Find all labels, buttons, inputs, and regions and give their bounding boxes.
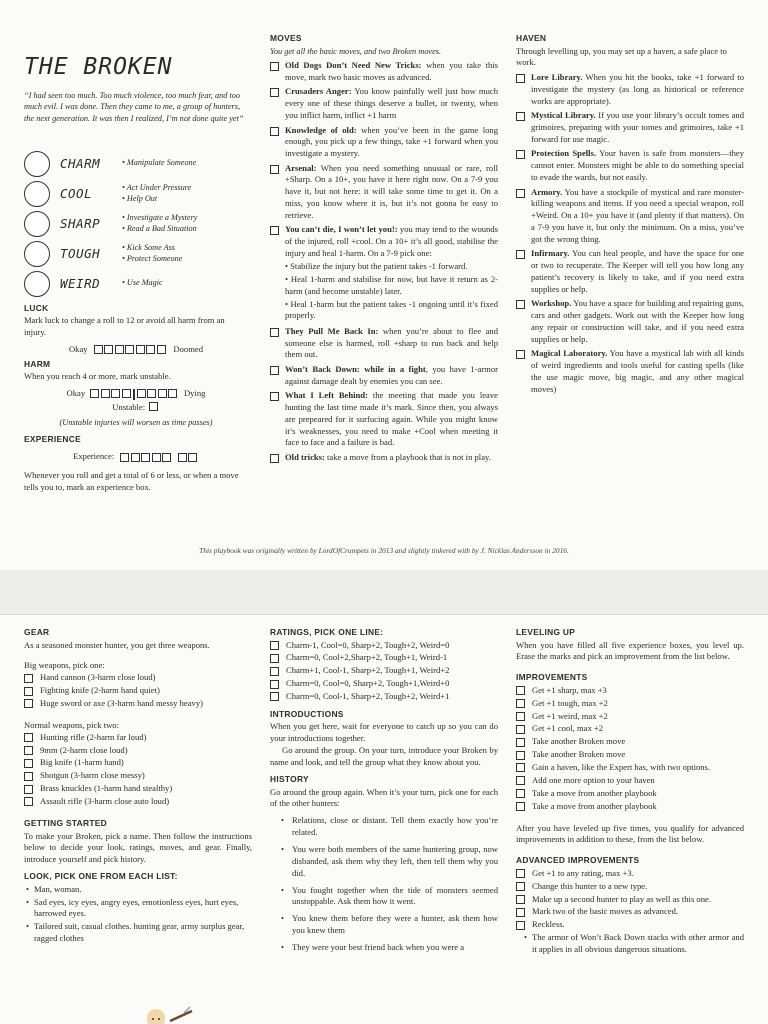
advanced-sub-option: • The armor of Won’t Back Down stacks with other armor and it applies in all obvious dangerous situations. <box>532 932 744 956</box>
move-item <box>270 452 498 464</box>
haven-checkbox[interactable] <box>516 112 525 121</box>
look-option: • Man, woman. <box>34 884 252 896</box>
rating-row-charm <box>24 149 248 179</box>
haven-checkbox[interactable] <box>516 300 525 309</box>
rating-move: • Protect Someone <box>122 253 183 263</box>
advanced-option <box>516 881 744 893</box>
rating-move: • Investigate a Mystery <box>122 213 198 223</box>
improvement-checkbox[interactable] <box>516 686 525 695</box>
gear-checkbox[interactable] <box>24 797 33 806</box>
haven-option-title: Armory. <box>531 186 563 197</box>
experience-box[interactable] <box>131 453 140 462</box>
improvements-heading: IMPROVEMENTS <box>516 672 588 683</box>
improvement-checkbox[interactable] <box>516 763 525 772</box>
advanced-checkbox[interactable] <box>516 882 525 891</box>
rating-line-label: Charm+1, Cool-1, Sharp+2, Tough+1, Weird+2 <box>286 665 450 676</box>
harm-box[interactable] <box>147 389 156 398</box>
luck-track <box>24 344 248 356</box>
haven-option-text: You can heal people, and have the space for one or two to recuperate. The Keeper will tell you how long any patient’s recovery is likely to take, and if you need extra supplies or help. <box>531 248 744 294</box>
move-title: Old Dogs Don’t Need New Tricks: <box>285 60 422 71</box>
luck-box[interactable] <box>125 345 134 354</box>
rating-row-weird <box>24 269 248 299</box>
improvement-option <box>516 723 744 735</box>
rating-row-tough <box>24 239 248 269</box>
luck-box[interactable] <box>104 345 113 354</box>
normal-weapons-label: Normal weapons, pick two: <box>24 719 119 730</box>
rating-line <box>270 691 498 703</box>
move-checkbox[interactable] <box>270 88 279 97</box>
history-list <box>270 815 498 954</box>
advanced-sub-list <box>516 932 744 956</box>
advanced-label: Mark two of the basic moves as advanced. <box>532 906 679 917</box>
improvement-checkbox[interactable] <box>516 789 525 798</box>
rating-line-label: Charm=0, Cool-1, Sharp+2, Tough+2, Weird+1 <box>286 691 450 702</box>
moves-heading: MOVES <box>270 33 302 43</box>
look-option: • Sad eyes, icy eyes, angry eyes, emotionless eyes, hurt eyes, harrowed eyes. <box>34 897 252 921</box>
advanced-option <box>516 868 744 880</box>
haven-option-text: You have a stockpile of mystical and rare monster-killing weapons and items. If you need a special weapon, roll +Weird. On a 10+ you have it (and plenty if that matters). On a 7-9 you have it, but only the minimum. On a miss, you’ve got the wrong thing. <box>531 186 744 244</box>
move-title: Knowledge of old: <box>285 124 357 135</box>
haven-checkbox[interactable] <box>516 74 525 83</box>
experience-text: Whenever you roll and get a total of 6 or less, or when a move tells you to, mark an experience box. <box>24 469 239 492</box>
history-option: • You fought together when the tide of monsters seemed unstoppable. Ask them how it went. <box>292 885 498 909</box>
rating-line-label: Charm-1, Cool=0, Sharp+2, Tough+2, Weird=0 <box>286 639 450 650</box>
move-checkbox[interactable] <box>270 226 279 235</box>
improvement-label: Get +1 tough, max +2 <box>532 697 608 708</box>
gear-option <box>24 770 252 782</box>
improvement-option <box>516 698 744 710</box>
advanced-option <box>516 906 744 918</box>
haven-option <box>516 298 744 345</box>
left-column <box>24 52 248 494</box>
rating-line-checkbox[interactable] <box>270 692 279 701</box>
gear-checkbox[interactable] <box>24 699 33 708</box>
move-text: when you’ve been in the game long enough, you pick up a few things, take +1 forward when you investigate a mystery. <box>285 124 498 159</box>
introductions-text-2: Go around the group. On your turn, introduce your Broken by name and look, and tell the group what they know about you. <box>270 745 498 768</box>
rating-circle-cool[interactable] <box>24 181 50 207</box>
advanced-label: Make up a second hunter to play as well as this one. <box>532 893 711 904</box>
experience-box[interactable] <box>162 453 171 462</box>
improvement-label: Gain a haven, like the Expert has, with two options. <box>532 762 711 773</box>
advanced-heading: ADVANCED IMPROVEMENTS <box>516 855 640 866</box>
move-text: when you’re about to flee and someone else is harmed, roll +sharp to run back and help them out. <box>285 325 498 360</box>
harm-box[interactable] <box>137 389 146 398</box>
gear-option-label: Big knife (1-harm hand) <box>40 757 124 768</box>
rating-name: TOUGH <box>60 245 101 261</box>
move-item <box>270 364 498 388</box>
moves-intro: You get all the basic moves, and two Broken moves. <box>270 46 442 56</box>
rating-circle-charm[interactable] <box>24 151 50 177</box>
improvement-label: Take another Broken move <box>532 749 626 760</box>
improvement-option <box>516 762 744 774</box>
move-sub-option: • Stabilize the injury but the patient takes -1 forward. <box>285 260 468 271</box>
rating-circle-weird[interactable] <box>24 271 50 297</box>
harm-divider <box>133 389 135 400</box>
experience-heading: EXPERIENCE <box>24 433 81 444</box>
rating-line <box>270 652 498 664</box>
ratings-heading: RATINGS, PICK ONE LINE: <box>270 627 384 637</box>
improvement-option <box>516 736 744 748</box>
rating-name: CHARM <box>60 155 101 171</box>
gear-option <box>24 757 252 769</box>
haven-option-title: Infirmary. <box>531 248 570 259</box>
improvement-checkbox[interactable] <box>516 776 525 785</box>
gear-option <box>24 672 252 684</box>
gear-option <box>24 745 252 757</box>
moves-column <box>270 33 498 466</box>
move-checkbox[interactable] <box>270 165 279 174</box>
gear-option-label: Huge sword or axe (3-harm hand messy heavy) <box>40 698 203 709</box>
haven-option-text: If you use your library’s occult tomes and grimoires, preparing with your tomes and grimoires, take +1 forward for use magic. <box>531 110 744 145</box>
haven-option-title: Protection Spells. <box>531 148 597 159</box>
haven-option <box>516 348 744 395</box>
experience-box[interactable] <box>178 453 187 462</box>
harm-box[interactable] <box>158 389 167 398</box>
rating-move: • Read a Bad Situation <box>122 223 197 233</box>
look-heading: LOOK, PICK ONE FROM EACH LIST: <box>24 871 178 882</box>
haven-option-title: Lore Library. <box>531 72 583 83</box>
rating-line-checkbox[interactable] <box>270 680 279 689</box>
rating-line <box>270 678 498 690</box>
broken-hunter-illustration <box>132 997 202 1024</box>
gear-column <box>24 627 252 1024</box>
move-title: You can’t die, I won’t let you!: <box>285 224 398 235</box>
harm-box[interactable] <box>90 389 99 398</box>
improvement-option <box>516 685 744 697</box>
experience-box[interactable] <box>141 453 150 462</box>
experience-box[interactable] <box>188 453 197 462</box>
rating-line-label: Charm=0, Cool+2,Sharp+2, Tough+1, Weird-1 <box>286 652 448 663</box>
haven-option-text: When you hit the books, take +1 forward to investigate the mystery (as long as historical or reference works are appropriate). <box>531 72 744 107</box>
harm-box[interactable] <box>122 389 131 398</box>
playbook-page-2 <box>0 614 768 1024</box>
move-item <box>270 86 498 122</box>
harm-track <box>24 388 248 400</box>
haven-heading: HAVEN <box>516 33 547 43</box>
history-intro: Go around the group again. When it’s your turn, pick one for each of the other hunters: <box>270 786 498 809</box>
move-checkbox[interactable] <box>270 392 279 401</box>
history-heading: HISTORY <box>270 773 309 784</box>
rating-name: WEIRD <box>60 275 101 291</box>
gear-checkbox[interactable] <box>24 785 33 794</box>
luck-box[interactable] <box>115 345 124 354</box>
unstable-row <box>24 402 248 414</box>
harm-dying-label: Dying <box>183 388 206 399</box>
move-item <box>270 326 498 362</box>
rating-move: • Help Out <box>122 193 158 203</box>
move-item <box>270 163 498 222</box>
haven-option <box>516 187 744 246</box>
advanced-label: Get +1 to any rating, max +3. <box>532 867 634 878</box>
gear-option <box>24 783 252 795</box>
advancement-column <box>516 627 744 1024</box>
move-item <box>270 224 498 323</box>
move-text: , you have 1-armor against damage dealt by enemies you can see. <box>285 363 498 386</box>
move-text: when you take this move, mark two basic moves as advanced. <box>285 60 498 83</box>
rating-line <box>270 665 498 677</box>
rating-row-cool <box>24 179 248 209</box>
history-option: • Relations, close or distant. Tell them exactly how you’re related. <box>292 815 498 839</box>
gear-option-label: Assault rifle (3-harm close auto loud) <box>40 796 170 807</box>
introductions-heading: INTRODUCTIONS <box>270 708 344 719</box>
move-item <box>270 390 498 449</box>
harm-box[interactable] <box>101 389 110 398</box>
gear-option <box>24 732 252 744</box>
gear-option <box>24 796 252 808</box>
rating-circle-sharp[interactable] <box>24 211 50 237</box>
rating-move: • Use Magic <box>122 278 163 288</box>
move-checkbox[interactable] <box>270 127 279 136</box>
gear-option-label: Brass knuckles (1-harm hand stealthy) <box>40 783 173 794</box>
unstable-label: Unstable: <box>112 402 146 413</box>
improvement-label: Get +1 cool, max +2 <box>532 723 604 734</box>
rating-name: SHARP <box>60 215 101 231</box>
move-title: What I Left Behind: <box>285 390 368 401</box>
improvement-option <box>516 711 744 723</box>
harm-text: When you reach 4 or more, mark unstable. <box>24 371 171 382</box>
getting-started-text: To make your Broken, pick a name. Then follow the instructions below to decide your look, ratings, moves, and gear. Finally, introduce yourself and pick history. <box>24 830 252 865</box>
move-title: Old tricks: <box>285 451 325 462</box>
move-text: You know painfully well just how much every one of these things deserve a bullet, or twenty, when you inflict harm, inflict +1 harm <box>285 86 498 121</box>
gear-checkbox[interactable] <box>24 733 33 742</box>
big-weapons-label: Big weapons, pick one: <box>24 660 105 671</box>
gear-option <box>24 698 252 710</box>
history-option: • They were your best friend back when you were a <box>292 942 498 954</box>
harm-heading: HARM <box>24 358 51 369</box>
gear-option-label: Hand cannon (3-harm close loud) <box>40 672 156 683</box>
move-checkbox[interactable] <box>270 328 279 337</box>
unstable-box[interactable] <box>149 402 158 411</box>
move-checkbox[interactable] <box>270 366 279 375</box>
improvement-option <box>516 801 744 813</box>
harm-box[interactable] <box>168 389 177 398</box>
gear-checkbox[interactable] <box>24 687 33 696</box>
leveling-heading: LEVELING UP <box>516 627 576 637</box>
improvement-option <box>516 749 744 761</box>
improvement-label: Take another Broken move <box>532 736 626 747</box>
look-option: • Tailored suit, casual clothes. hunting gear, army surplus gear, ragged clothes <box>34 921 252 945</box>
haven-checkbox[interactable] <box>516 350 525 359</box>
experience-box[interactable] <box>152 453 161 462</box>
experience-box[interactable] <box>120 453 129 462</box>
improvement-label: Add one more option to your haven <box>532 774 655 785</box>
advanced-checkbox[interactable] <box>516 869 525 878</box>
improvement-option <box>516 775 744 787</box>
luck-okay-label: Okay <box>68 343 88 354</box>
improvement-checkbox[interactable] <box>516 751 525 760</box>
introductions-text-1: When you get here, wait for everyone to catch up so you can do your introductions together. <box>270 721 498 744</box>
luck-box[interactable] <box>146 345 155 354</box>
improvement-label: Take a move from another playbook <box>532 787 657 798</box>
haven-option-text: Your haven is safe from monsters—they cannot enter. Monsters might be able to do something special to evade the wards, but not easily. <box>531 148 744 183</box>
history-option: • You knew them before they were a hunter, ask them how you knew them <box>292 913 498 937</box>
haven-option <box>516 72 744 108</box>
rating-move: • Kick Some Ass <box>122 243 175 253</box>
improvement-checkbox[interactable] <box>516 725 525 734</box>
haven-option-title: Workshop. <box>531 298 572 309</box>
move-text: you may tend to the wounds of the injured, roll +cool. On a 10+ it’s all good, stabilise the injury and heal 1-harm. On a 7-9 pick one: <box>285 224 498 259</box>
move-text: take a move from a playbook that is not in play. <box>324 451 491 462</box>
improvement-label: Take a move from another playbook <box>532 800 657 811</box>
luck-box[interactable] <box>157 345 166 354</box>
haven-checkbox[interactable] <box>516 250 525 259</box>
luck-heading: LUCK <box>24 302 49 313</box>
gear-heading: GEAR <box>24 627 50 637</box>
luck-doomed-label: Doomed <box>173 343 204 354</box>
advanced-checkbox[interactable] <box>516 908 525 917</box>
haven-intro: Through levelling up, you may set up a haven, a safe place to work. <box>516 45 727 68</box>
advanced-checkbox[interactable] <box>516 921 525 930</box>
ratings-column <box>270 627 498 1024</box>
improvement-label: Get +1 sharp, max +3 <box>532 684 607 695</box>
rating-name: COOL <box>60 185 93 201</box>
move-title: Won’t Back Down: while in a fight <box>285 363 426 374</box>
gear-option-label: Hunting rifle (2-harm far loud) <box>40 731 147 742</box>
haven-column <box>516 33 744 398</box>
advanced-note: After you have leveled up five times, you qualify for advanced improvements in addition to these, from the list below. <box>516 822 744 845</box>
rating-line <box>270 640 498 652</box>
credits-footer: This playbook was originally written by LordOfCrumpets in 2013 and slightly tinkered with by J. Nicklas Andersson in 2016. <box>199 546 569 555</box>
haven-option <box>516 148 744 184</box>
improvement-label: Get +1 weird, max +2 <box>532 710 608 721</box>
improvement-checkbox[interactable] <box>516 802 525 811</box>
gear-option-label: 9mm (2-harm close loud) <box>40 744 128 755</box>
haven-option-title: Mystical Library. <box>531 110 596 121</box>
advanced-checkbox[interactable] <box>516 895 525 904</box>
move-item <box>270 125 498 161</box>
gear-checkbox[interactable] <box>24 772 33 781</box>
move-title: Crusaders Anger: <box>285 86 352 97</box>
haven-option <box>516 110 744 146</box>
rating-row-sharp <box>24 209 248 239</box>
ratings-list <box>24 149 248 299</box>
gear-checkbox[interactable] <box>24 746 33 755</box>
harm-box[interactable] <box>111 389 120 398</box>
rating-move: • Manipulate Someone <box>122 158 197 168</box>
haven-option-text: You have a mystical lab with all kinds of weird ingredients and tools useful for casting spells (like the use magic move, big magic, and any other magical moves) <box>531 348 744 394</box>
move-checkbox[interactable] <box>270 62 279 71</box>
rating-line-checkbox[interactable] <box>270 654 279 663</box>
history-option: • You were both members of the same huntering group, now disbanded, ask them why they left, then tell them why you did. <box>292 844 498 880</box>
improvement-checkbox[interactable] <box>516 712 525 721</box>
advanced-label: Reckless. <box>532 919 565 930</box>
move-title: Arsenal: <box>285 162 317 173</box>
luck-text: Mark luck to change a roll to 12 or avoid all harm from an injury. <box>24 315 225 338</box>
move-title: They Pull Me Back In: <box>285 325 379 336</box>
gear-checkbox[interactable] <box>24 759 33 768</box>
move-sub-option: • Heal 1-harm but the patient takes -1 ongoing until it’s fixed properly. <box>285 298 498 321</box>
experience-track <box>24 451 248 463</box>
rating-line-checkbox[interactable] <box>270 667 279 676</box>
rating-move: • Act Under Pressure <box>122 183 192 193</box>
unstable-note: (Unstable injuries will worsen as time passes) <box>59 417 213 427</box>
gear-option <box>24 685 252 697</box>
advanced-option <box>516 919 744 931</box>
improvement-checkbox[interactable] <box>516 738 525 747</box>
haven-option-text: You have a space for building and repairing guns, cars and other gadgets. Work out with the Keeper how long any repair or construction will take, and if you need extra supplies or help. <box>531 298 744 344</box>
look-list <box>24 884 252 945</box>
harm-okay-label: Okay <box>66 388 86 399</box>
rating-circle-tough[interactable] <box>24 241 50 267</box>
gear-checkbox[interactable] <box>24 674 33 683</box>
haven-checkbox[interactable] <box>516 150 525 159</box>
advanced-label: Change this hunter to a new type. <box>532 880 648 891</box>
intro-quote: “I had seen too much. Too much violence, too much fear, and too much evil. I was done. Then they came to me, a group of hunters, the next generation. It was then I realized, I’m not done quite yet” <box>24 90 244 123</box>
experience-label: Experience: <box>73 451 115 462</box>
move-item <box>270 60 498 84</box>
luck-box[interactable] <box>94 345 103 354</box>
improvement-option <box>516 788 744 800</box>
haven-option <box>516 248 744 295</box>
gear-intro: As a seasoned monster hunter, you get three weapons. <box>24 639 210 650</box>
leveling-text: When you have filled all five experience boxes, you level up. Erase the marks and pick an improvement from the list below. <box>516 639 744 662</box>
move-text: When you need something unusual or rare, roll +Sharp. On a 10+, you have it here right now. On a 7-9 you have it, but not here: it will take some time to get it. On a miss, you know where it is, but it’s not gonna be easy to retrieve. <box>285 162 498 221</box>
playbook-title: THE BROKEN <box>24 54 173 80</box>
move-checkbox[interactable] <box>270 454 279 463</box>
rating-line-label: Charm=0, Cool=0, Sharp+2, Tough+1,Weird+0 <box>286 678 450 689</box>
move-sub-option: • Heal 1-harm and stabilise for now, but have it return as 2-harm (and become unstable) later. <box>285 273 498 296</box>
gear-option-label: Shotgun (3-harm close messy) <box>40 770 145 781</box>
luck-box[interactable] <box>136 345 145 354</box>
haven-option-title: Magical Laboratory. <box>531 348 608 359</box>
gear-option-label: Fighting knife (2-harm hand quiet) <box>40 685 160 696</box>
rating-line-checkbox[interactable] <box>270 641 279 650</box>
move-text: the meeting that made you leave hunting the last time made it’s mark. Since then, you always are prepeared for it surfucing again. While you might know it’s weaknesses, you need to make +Cool when meeting it face to face and a failure is bad. <box>285 390 498 448</box>
advanced-option <box>516 894 744 906</box>
getting-started-heading: GETTING STARTED <box>24 817 107 828</box>
improvement-checkbox[interactable] <box>516 699 525 708</box>
haven-checkbox[interactable] <box>516 189 525 198</box>
